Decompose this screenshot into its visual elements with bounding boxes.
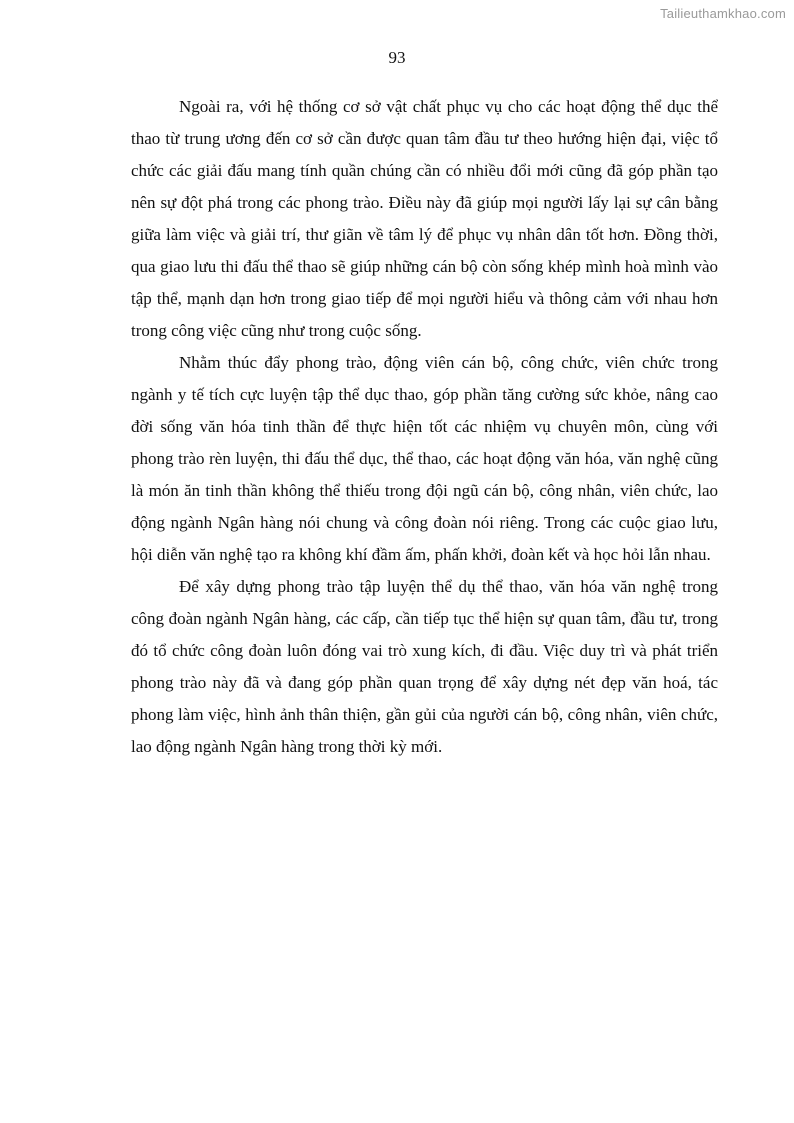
watermark: Tailieuthamkhao.com <box>660 6 786 21</box>
document-body <box>131 91 718 763</box>
paragraph-1: Ngoài ra, với hệ thống cơ sở vật chất phục vụ cho các hoạt động thể dục thể thao từ trung ương đến cơ sở cần được quan tâm đầu tư theo hướng hiện đại, việc tổ chức các giải đấu mang tính quần chúng cần có nhiều đổi mới cũng đã góp phần tạo nên sự đột phá trong các phong trào. Điều này đã giúp mọi người lấy lại sự cân bằng giữa làm việc và giải trí, thư giãn về tâm lý để phục vụ nhân dân tốt hơn. Đồng thời, qua giao lưu thi đấu thể thao sẽ giúp những cán bộ còn sống khép mình hoà mình vào tập thể, mạnh dạn hơn trong giao tiếp để mọi người hiểu và thông cảm với nhau hơn trong công việc cũng như trong cuộc sống. <box>131 97 718 340</box>
paragraph-3: Để xây dựng phong trào tập luyện thể dụ thể thao, văn hóa văn nghệ trong công đoàn ngành Ngân hàng, các cấp, cần tiếp tục thể hiện sự quan tâm, đầu tư, trong đó tổ chức công đoàn luôn đóng vai trò xung kích, đi đầu. Việc duy trì và phát triển phong trào này đã và đang góp phần quan trọng để xây dựng nét đẹp văn hoá, tác phong làm việc, hình ảnh thân thiện, gần gủi của người cán bộ, công nhân, viên chức, lao động ngành Ngân hàng trong thời kỳ mới. <box>131 577 718 756</box>
page-number: 93 <box>388 48 406 67</box>
paragraph-2: Nhằm thúc đẩy phong trào, động viên cán bộ, công chức, viên chức trong ngành y tế tích cực luyện tập thể dục thao, góp phần tăng cường sức khỏe, nâng cao đời sống văn hóa tinh thần để thực hiện tốt các nhiệm vụ chuyên môn, cùng với phong trào rèn luyện, thi đấu thể dục, thể thao, các hoạt động văn hóa, văn nghệ cũng là món ăn tinh thần không thể thiếu trong đội ngũ cán bộ, công nhân, viên chức, lao động ngành Ngân hàng nói chung và công đoàn nói riêng. Trong các cuộc giao lưu, hội diễn văn nghệ tạo ra không khí đầm ấm, phấn khởi, đoàn kết và học hỏi lẫn nhau. <box>131 353 718 564</box>
